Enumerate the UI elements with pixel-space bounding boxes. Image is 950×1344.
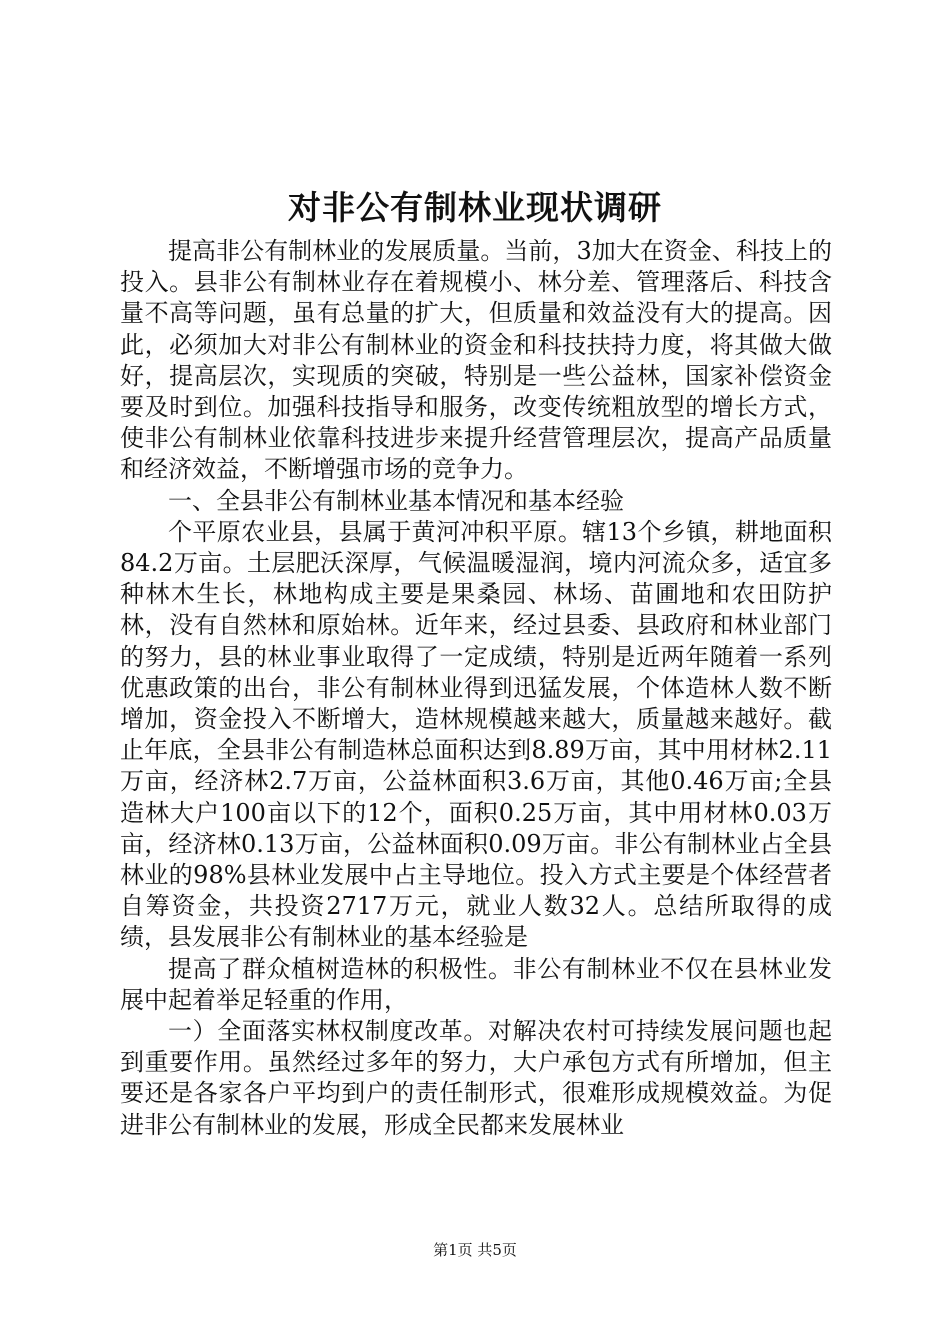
paragraph-3: 提高了群众植树造林的积极性。非公有制林业不仅在县林业发展中起着举足轻重的作用， xyxy=(120,954,832,1014)
paragraph-2: 个平原农业县，县属于黄河冲积平原。辖13个乡镇，耕地面积84.2万亩。土层肥沃深厚，气候温暖湿润，境内河流众多，适宜多种林木生长，林地构成主要是果桑园、林场、苗圃地和农田防护林，没有自然林和原始林。近年来，经过县委、县政府和林业部门的努力，县的林业事业取得了一定成绩，特别是近两年随着一系列优惠政策的出台，非公有制林业得到迅猛发展，个体造林人数不断增加，资金投入不断增大，造林规模越来越大，质量越来越好。截止年底，全县非公有制造林总面积达到8.89万亩，其中用材林2.11万亩，经济林2.7万亩，公益林面积3.6万亩，其他0.46万亩;全县造林大户100亩以下的12个，面积0.25万亩，其中用材林0.03万亩，经济林0.13万亩，公益林面积0.09万亩。非公有制林业占全县林业的98%县林业发展中占主导地位。投入方式主要是个体经营者自筹资金，共投资2717万元，就业人数32人。总结所取得的成绩，县发展非公有制林业的基本经验是 xyxy=(120,517,832,952)
document-title: 对非公有制林业现状调研 xyxy=(288,188,662,227)
section-heading: 一、全县非公有制林业基本情况和基本经验 xyxy=(168,486,624,515)
document-body xyxy=(120,236,832,1141)
paragraph-1: 提高非公有制林业的发展质量。当前，3加大在资金、科技上的投入。县非公有制林业存在着规模小、林分差、管理落后、科技含量不高等问题，虽有总量的扩大，但质量和效益没有大的提高。因此，必须加大对非公有制林业的资金和科技扶持力度，将其做大做好，提高层次，实现质的突破，特别是一些公益林，国家补偿资金要及时到位。加强科技指导和服务，改变传统粗放型的增长方式，使非公有制林业依靠科技进步来提升经营管理层次，提高产品质量和经济效益，不断增强市场的竞争力。 xyxy=(120,237,832,484)
paragraph-4: 一）全面落实林权制度改革。对解决农村可持续发展问题也起到重要作用。虽然经过多年的努力，大户承包方式有所增加，但主要还是各家各户平均到户的责任制形式，很难形成规模效益。为促进非公有制林业的发展，形成全民都来发展林业 xyxy=(120,1017,832,1139)
page-footer: 第1页 共5页 xyxy=(433,1241,517,1259)
